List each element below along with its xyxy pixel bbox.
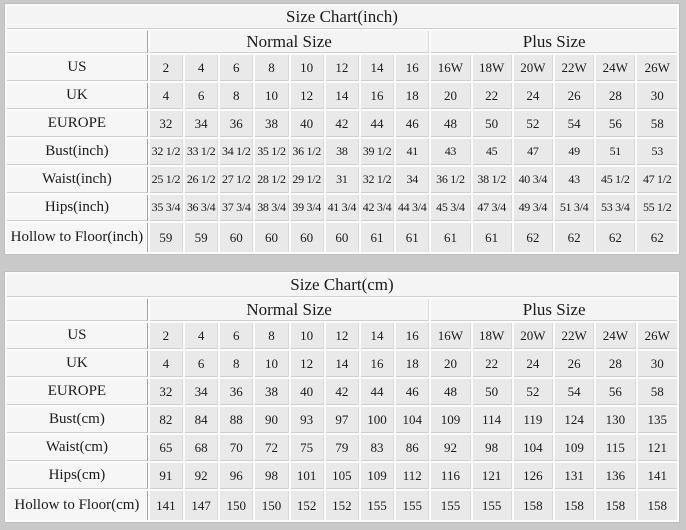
empty-corner-cell	[7, 299, 148, 321]
size-value-cell: 34 1/2	[220, 139, 253, 165]
size-value-cell: 158	[638, 491, 678, 520]
table-row	[7, 167, 677, 193]
size-value-cell: 126	[514, 463, 553, 489]
table-title-row	[7, 6, 677, 29]
size-value-cell: 121	[473, 463, 512, 489]
size-value-cell: 42	[326, 379, 359, 405]
size-value-cell: 47 3/4	[473, 195, 512, 221]
size-value-cell: 4	[150, 351, 183, 377]
size-value-cell: 131	[555, 463, 594, 489]
size-value-cell: 16W	[431, 323, 470, 349]
size-value-cell: 150	[220, 491, 253, 520]
size-value-cell: 119	[514, 407, 553, 433]
size-value-cell: 84	[185, 407, 218, 433]
row-label: Hollow to Floor(cm)	[7, 491, 148, 520]
table-row	[7, 379, 677, 405]
size-value-cell: 22	[473, 83, 512, 109]
size-value-cell: 150	[255, 491, 288, 520]
size-value-cell: 116	[431, 463, 470, 489]
size-value-cell: 22W	[555, 55, 594, 81]
size-value-cell: 12	[291, 83, 324, 109]
size-value-cell: 43	[555, 167, 594, 193]
size-value-cell: 36	[220, 111, 253, 137]
size-value-cell: 141	[150, 491, 183, 520]
inch-table-body	[7, 55, 677, 252]
size-value-cell: 60	[255, 223, 288, 252]
table-group-header-row	[7, 299, 677, 321]
size-value-cell: 82	[150, 407, 183, 433]
plus-size-header: Plus Size	[431, 31, 677, 53]
size-value-cell: 158	[555, 491, 594, 520]
row-label: Hips(inch)	[7, 195, 148, 221]
cm-table-body	[7, 323, 677, 520]
table-row	[7, 491, 677, 520]
size-value-cell: 152	[291, 491, 324, 520]
size-value-cell: 42 3/4	[361, 195, 394, 221]
size-value-cell: 32	[150, 111, 183, 137]
size-value-cell: 46	[396, 111, 429, 137]
size-value-cell: 26	[555, 83, 594, 109]
size-value-cell: 61	[473, 223, 512, 252]
size-value-cell: 48	[431, 379, 470, 405]
size-value-cell: 56	[596, 111, 635, 137]
size-value-cell: 20W	[514, 323, 553, 349]
size-value-cell: 32 1/2	[361, 167, 394, 193]
size-value-cell: 30	[637, 83, 677, 109]
size-value-cell: 10	[291, 55, 324, 81]
table-row	[7, 407, 677, 433]
size-value-cell: 24	[514, 351, 553, 377]
table-row	[7, 223, 677, 252]
size-value-cell: 40	[291, 379, 324, 405]
table-row	[7, 83, 677, 109]
size-value-cell: 90	[255, 407, 288, 433]
size-value-cell: 35 3/4	[150, 195, 183, 221]
size-value-cell: 100	[361, 407, 394, 433]
size-value-cell: 22W	[555, 323, 594, 349]
size-value-cell: 14	[361, 55, 394, 81]
size-value-cell: 147	[185, 491, 218, 520]
size-value-cell: 26	[555, 351, 594, 377]
size-value-cell: 20	[431, 351, 470, 377]
size-value-cell: 56	[596, 379, 635, 405]
size-value-cell: 8	[255, 55, 288, 81]
size-value-cell: 49 3/4	[514, 195, 553, 221]
size-value-cell: 36 3/4	[185, 195, 218, 221]
size-value-cell: 44 3/4	[396, 195, 429, 221]
size-value-cell: 42	[326, 111, 359, 137]
row-label: Bust(inch)	[7, 139, 148, 165]
size-value-cell: 114	[473, 407, 512, 433]
size-value-cell: 38 1/2	[473, 167, 512, 193]
size-value-cell: 158	[596, 491, 635, 520]
size-value-cell: 8	[220, 351, 253, 377]
size-value-cell: 60	[291, 223, 324, 252]
normal-size-header: Normal Size	[150, 31, 430, 53]
row-label: Hollow to Floor(inch)	[7, 223, 148, 252]
size-value-cell: 29 1/2	[291, 167, 324, 193]
size-value-cell: 28	[596, 83, 635, 109]
size-chart-cm-table	[4, 271, 680, 523]
size-value-cell: 46	[396, 379, 429, 405]
size-value-cell: 50	[473, 379, 512, 405]
size-value-cell: 135	[638, 407, 678, 433]
size-value-cell: 62	[637, 223, 677, 252]
size-value-cell: 14	[326, 83, 359, 109]
size-value-cell: 45	[473, 139, 512, 165]
row-label: US	[7, 55, 148, 81]
size-value-cell: 4	[185, 55, 218, 81]
size-value-cell: 96	[220, 463, 253, 489]
size-value-cell: 40 3/4	[514, 167, 553, 193]
size-value-cell: 65	[150, 435, 183, 461]
size-value-cell: 36 1/2	[431, 167, 470, 193]
size-value-cell: 34	[185, 379, 218, 405]
size-value-cell: 28 1/2	[255, 167, 288, 193]
size-value-cell: 51	[596, 139, 635, 165]
size-value-cell: 18W	[473, 55, 512, 81]
size-value-cell: 62	[555, 223, 594, 252]
row-label: EUROPE	[7, 379, 148, 405]
size-value-cell: 44	[361, 111, 394, 137]
table-row	[7, 195, 677, 221]
size-value-cell: 38 3/4	[255, 195, 288, 221]
size-value-cell: 92	[431, 435, 470, 461]
size-value-cell: 2	[150, 55, 183, 81]
size-value-cell: 54	[555, 111, 594, 137]
size-value-cell: 32 1/2	[150, 139, 183, 165]
size-value-cell: 93	[291, 407, 324, 433]
size-value-cell: 43	[431, 139, 470, 165]
size-value-cell: 34	[396, 167, 429, 193]
size-value-cell: 24	[514, 83, 553, 109]
size-value-cell: 39 1/2	[361, 139, 394, 165]
size-value-cell: 60	[220, 223, 253, 252]
row-label: UK	[7, 83, 148, 109]
table-row	[7, 323, 677, 349]
size-value-cell: 124	[555, 407, 594, 433]
table-row	[7, 351, 677, 377]
size-value-cell: 109	[555, 435, 594, 461]
size-value-cell: 52	[514, 379, 553, 405]
size-value-cell: 37 3/4	[220, 195, 253, 221]
size-value-cell: 20	[431, 83, 470, 109]
size-value-cell: 20W	[514, 55, 553, 81]
table-group-header-row	[7, 31, 677, 53]
size-value-cell: 14	[326, 351, 359, 377]
size-value-cell: 30	[638, 351, 678, 377]
size-value-cell: 86	[396, 435, 429, 461]
size-value-cell: 155	[473, 491, 512, 520]
size-value-cell: 25 1/2	[150, 167, 183, 193]
size-value-cell: 48	[431, 111, 470, 137]
size-value-cell: 35 1/2	[255, 139, 288, 165]
size-value-cell: 58	[637, 111, 677, 137]
size-value-cell: 105	[326, 463, 359, 489]
size-value-cell: 16	[361, 351, 394, 377]
normal-size-header: Normal Size	[150, 299, 430, 321]
size-value-cell: 10	[255, 351, 288, 377]
size-value-cell: 16	[361, 83, 394, 109]
size-value-cell: 34	[185, 111, 218, 137]
size-value-cell: 24W	[596, 323, 635, 349]
size-value-cell: 61	[431, 223, 470, 252]
size-value-cell: 32	[150, 379, 183, 405]
size-value-cell: 44	[361, 379, 394, 405]
size-value-cell: 91	[150, 463, 183, 489]
size-value-cell: 58	[638, 379, 678, 405]
table-row	[7, 139, 677, 165]
plus-size-header: Plus Size	[431, 299, 677, 321]
size-value-cell: 22	[473, 351, 512, 377]
size-value-cell: 8	[255, 323, 288, 349]
size-value-cell: 136	[596, 463, 635, 489]
size-value-cell: 16W	[431, 55, 470, 81]
size-value-cell: 2	[150, 323, 183, 349]
row-label: Waist(inch)	[7, 167, 148, 193]
size-value-cell: 59	[150, 223, 183, 252]
table-title: Size Chart(inch)	[7, 6, 677, 29]
size-value-cell: 54	[555, 379, 594, 405]
size-value-cell: 49	[555, 139, 594, 165]
size-value-cell: 130	[596, 407, 635, 433]
size-value-cell: 6	[220, 323, 253, 349]
size-value-cell: 101	[291, 463, 324, 489]
table-row	[7, 55, 677, 81]
size-value-cell: 4	[150, 83, 183, 109]
size-value-cell: 75	[291, 435, 324, 461]
size-value-cell: 45 3/4	[431, 195, 470, 221]
size-value-cell: 12	[326, 55, 359, 81]
size-value-cell: 104	[514, 435, 553, 461]
size-value-cell: 158	[514, 491, 553, 520]
size-value-cell: 62	[514, 223, 553, 252]
size-value-cell: 31	[326, 167, 359, 193]
size-value-cell: 41	[396, 139, 429, 165]
row-label: Hips(cm)	[7, 463, 148, 489]
size-value-cell: 61	[396, 223, 429, 252]
size-value-cell: 27 1/2	[220, 167, 253, 193]
size-value-cell: 115	[596, 435, 635, 461]
size-value-cell: 53	[637, 139, 677, 165]
row-label: Waist(cm)	[7, 435, 148, 461]
size-value-cell: 155	[396, 491, 429, 520]
size-value-cell: 28	[596, 351, 635, 377]
size-value-cell: 83	[361, 435, 394, 461]
size-value-cell: 10	[255, 83, 288, 109]
size-value-cell: 104	[396, 407, 429, 433]
size-value-cell: 72	[255, 435, 288, 461]
row-label: Bust(cm)	[7, 407, 148, 433]
size-value-cell: 33 1/2	[185, 139, 218, 165]
size-value-cell: 6	[220, 55, 253, 81]
size-value-cell: 155	[361, 491, 394, 520]
size-value-cell: 51 3/4	[555, 195, 594, 221]
size-value-cell: 79	[326, 435, 359, 461]
size-value-cell: 26 1/2	[185, 167, 218, 193]
size-value-cell: 109	[431, 407, 470, 433]
size-value-cell: 121	[638, 435, 678, 461]
size-chart-inch-table	[4, 3, 680, 255]
table-title-row	[7, 274, 677, 297]
size-value-cell: 68	[185, 435, 218, 461]
table-row	[7, 111, 677, 137]
size-value-cell: 41 3/4	[326, 195, 359, 221]
size-value-cell: 88	[220, 407, 253, 433]
size-value-cell: 16	[396, 323, 429, 349]
size-value-cell: 112	[396, 463, 429, 489]
size-value-cell: 6	[185, 351, 218, 377]
size-value-cell: 38	[255, 111, 288, 137]
size-value-cell: 18W	[473, 323, 512, 349]
size-value-cell: 36 1/2	[291, 139, 324, 165]
size-value-cell: 10	[291, 323, 324, 349]
size-value-cell: 98	[473, 435, 512, 461]
row-label: US	[7, 323, 148, 349]
size-value-cell: 59	[185, 223, 218, 252]
size-value-cell: 4	[185, 323, 218, 349]
size-value-cell: 47	[514, 139, 553, 165]
size-value-cell: 45 1/2	[596, 167, 635, 193]
size-value-cell: 14	[361, 323, 394, 349]
size-value-cell: 18	[396, 351, 429, 377]
size-value-cell: 26W	[638, 323, 678, 349]
table-row	[7, 463, 677, 489]
size-value-cell: 55 1/2	[637, 195, 677, 221]
size-value-cell: 40	[291, 111, 324, 137]
size-value-cell: 50	[473, 111, 512, 137]
size-value-cell: 39 3/4	[291, 195, 324, 221]
size-value-cell: 36	[220, 379, 253, 405]
size-value-cell: 53 3/4	[596, 195, 635, 221]
empty-corner-cell	[7, 31, 148, 53]
size-value-cell: 8	[220, 83, 253, 109]
size-value-cell: 141	[638, 463, 678, 489]
size-value-cell: 6	[185, 83, 218, 109]
size-value-cell: 47 1/2	[637, 167, 677, 193]
size-value-cell: 12	[326, 323, 359, 349]
size-value-cell: 155	[431, 491, 470, 520]
size-value-cell: 62	[596, 223, 635, 252]
size-value-cell: 52	[514, 111, 553, 137]
size-value-cell: 98	[255, 463, 288, 489]
size-value-cell: 152	[326, 491, 359, 520]
size-value-cell: 61	[361, 223, 394, 252]
size-value-cell: 70	[220, 435, 253, 461]
table-title: Size Chart(cm)	[7, 274, 677, 297]
size-value-cell: 16	[396, 55, 429, 81]
size-value-cell: 109	[361, 463, 394, 489]
size-value-cell: 38	[326, 139, 359, 165]
size-value-cell: 60	[326, 223, 359, 252]
size-value-cell: 12	[291, 351, 324, 377]
size-value-cell: 18	[396, 83, 429, 109]
row-label: EUROPE	[7, 111, 148, 137]
row-label: UK	[7, 351, 148, 377]
size-value-cell: 24W	[596, 55, 635, 81]
size-value-cell: 26W	[637, 55, 677, 81]
size-value-cell: 92	[185, 463, 218, 489]
table-row	[7, 435, 677, 461]
size-value-cell: 97	[326, 407, 359, 433]
size-value-cell: 38	[255, 379, 288, 405]
